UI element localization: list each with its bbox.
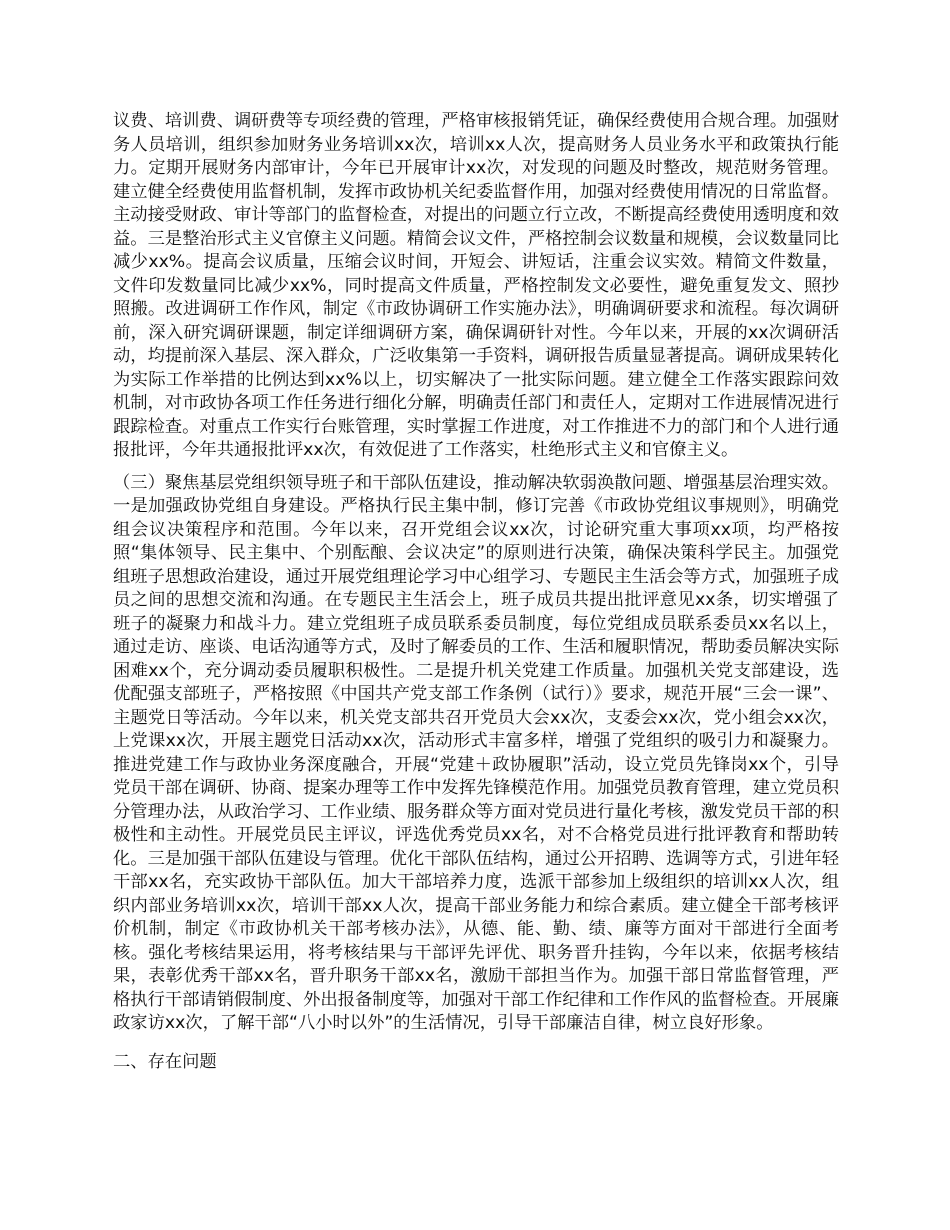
- section-heading-existing-problems: 二、存在问题: [113, 1051, 217, 1072]
- paragraph-party-building: （三）聚焦基层党组织领导班子和干部队伍建设，推动解决软弱涣散问题、增强基层治理实效。一是加强政协党组自身建设。严格执行民主集中制，修订完善《市政协党组议事规则》，明确党组会议决策程序和范围。今年以来，召开党组会议xx次，讨论研究重大事项xx项，均严格按照“集体领导、民主集中、个别酝酿、会议决定”的原则进行决策，确保决策科学民主。加强党组班子思想政治建设，通过开展党组理论学习中心组学习、专题民主生活会等方式，加强班子成员之间的思想交流和沟通。在专题民主生活会上，班子成员共提出批评意见xx条，切实增强了班子的凝聚力和战斗力。建立党组班子成员联系委员制度，每位党组成员联系委员xx名以上，通过走访、座谈、电话沟通等方式，及时了解委员的工作、生活和履职情况，帮助委员解决实际困难xx个，充分调动委员履职积极性。二是提升机关党建工作质量。加强机关党支部建设，选优配强支部班子，严格按照《中国共产党支部工作条例（试行）》要求，规范开展“三会一课”、主题党日等活动。今年以来，机关党支部共召开党员大会xx次，支委会xx次，党小组会xx次，上党课xx次，开展主题党日活动xx次，活动形式丰富多样，增强了党组织的吸引力和凝聚力。推进党建工作与政协业务深度融合，开展“党建＋政协履职”活动，设立党员先锋岗xx个，引导党员干部在调研、协商、提案办理等工作中发挥先锋模范作用。加强党员教育管理，建立党员积分管理办法，从政治学习、工作业绩、服务群众等方面对党员进行量化考核，激发党员干部的积极性和主动性。开展党员民主评议，评选优秀党员xx名，对不合格党员进行批评教育和帮助转化。三是加强干部队伍建设与管理。优化干部队伍结构，通过公开招聘、选调等方式，引进年轻干部xx名，充实政协干部队伍。加大干部培养力度，选派干部参加上级组织的培训xx人次，组织内部业务培训xx次，培训干部xx人次，提高干部业务能力和综合素质。建立健全干部考核评价机制，制定《市政协机关干部考核办法》，从德、能、勤、绩、廉等方面对干部进行全面考核。强化考核结果运用，将考核结果与干部评先评优、职务晋升挂钩，今年以来，依据考核结果，表彰优秀干部xx名，晋升职务干部xx名，激励干部担当作为。加强干部日常监督管理，严格执行干部请销假制度、外出报备制度等，加强对干部工作纪律和工作作风的监督检查。开展廉政家访xx次，了解干部“八小时以外”的生活情况，引导干部廉洁自律，树立良好形象。: [113, 472, 839, 1033]
- paragraph-expense-management: 议费、培训费、调研费等专项经费的管理，严格审核报销凭证，确保经费使用合规合理。加强财务人员培训，组织参加财务业务培训xx次，培训xx人次，提高财务人员业务水平和政策执行能力。定期开展财务内部审计，今年已开展审计xx次，对发现的问题及时整改，规范财务管理。建立健全经费使用监督机制，发挥市政协机关纪委监督作用，加强对经费使用情况的日常监督。主动接受财政、审计等部门的监督检查，对提出的问题立行立改，不断提高经费使用透明度和效益。三是整治形式主义官僚主义问题。精简会议文件，严格控制会议数量和规模，会议数量同比减少xx%。提高会议质量，压缩会议时间，开短会、讲短话，注重会议实效。精简文件数量，文件印发数量同比减少xx%，同时提高文件质量，严格控制发文必要性，避免重复发文、照抄照搬。改进调研工作作风，制定《市政协调研工作实施办法》，明确调研要求和流程。每次调研前，深入研究调研课题，制定详细调研方案，确保调研针对性。今年以来，开展的xx次调研活动，均提前深入基层、深入群众，广泛收集第一手资料，调研报告质量显著提高。调研成果转化为实际工作举措的比例达到xx%以上，切实解决了一批实际问题。建立健全工作落实跟踪问效机制，对市政协各项工作任务进行细化分解，明确责任部门和责任人，定期对工作进展情况进行跟踪检查。对重点工作实行台账管理，实时掌握工作进度，对工作推进不力的部门和个人进行通报批评，今年共通报批评xx次，有效促进了工作落实，杜绝形式主义和官僚主义。: [113, 111, 839, 460]
- document-body: [113, 110, 839, 1074]
